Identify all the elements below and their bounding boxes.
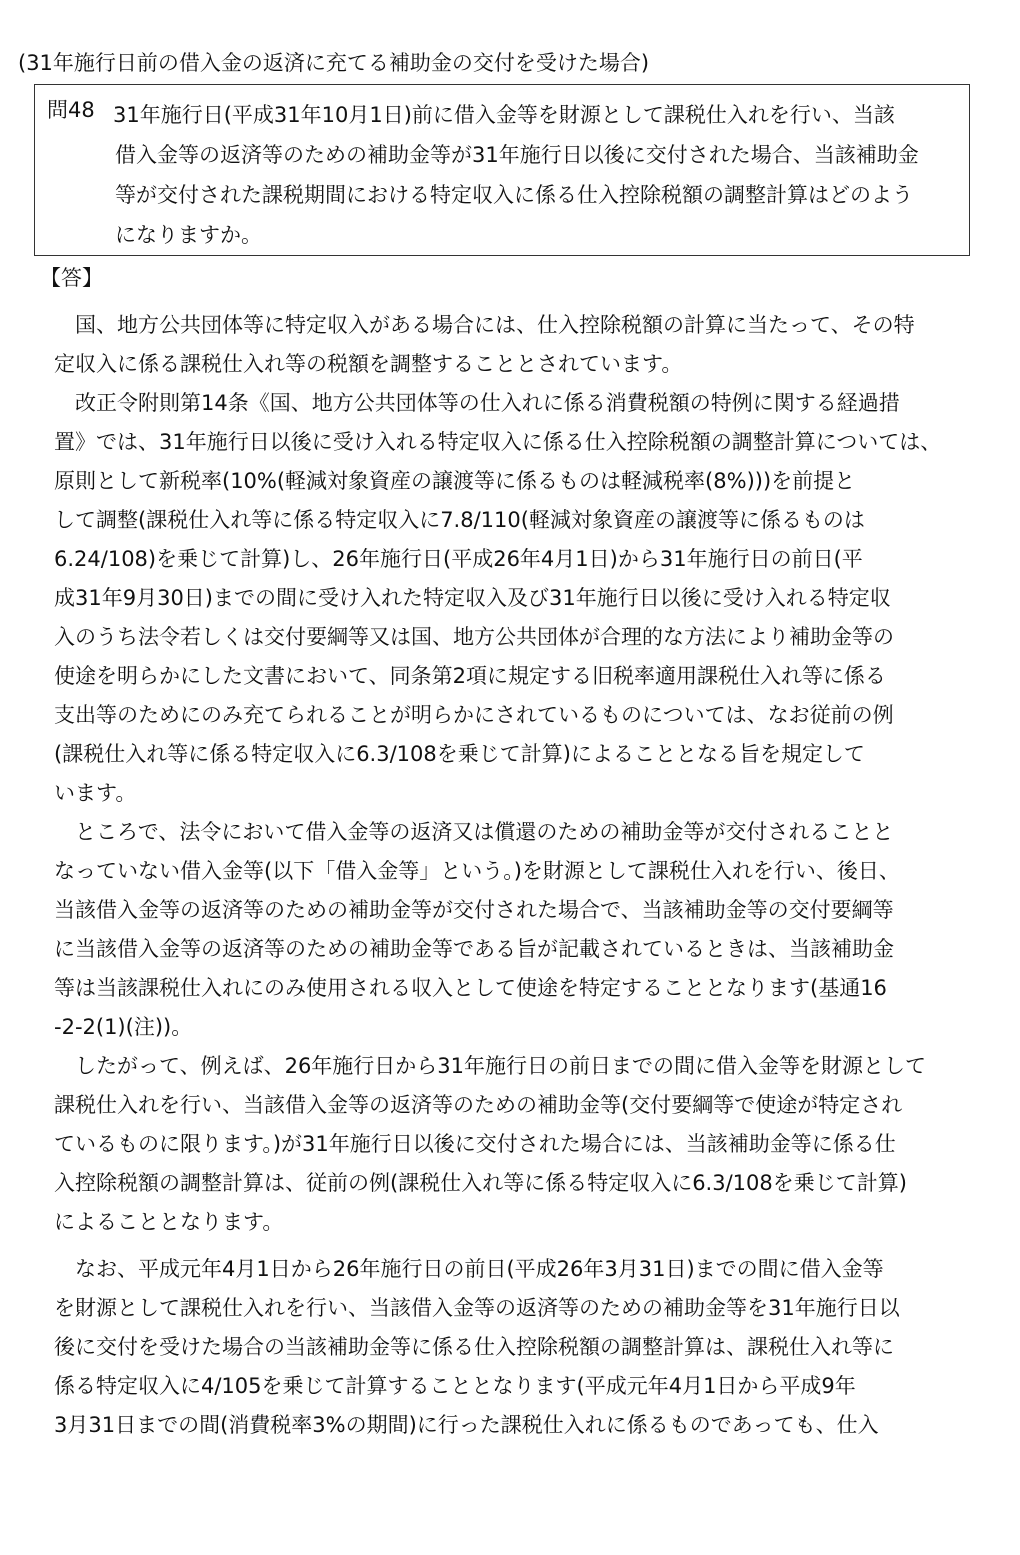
section-heading: (31年施行日前の借入金の返済に充てる補助金の交付を受けた場合) [18, 51, 650, 75]
answer-label: 【答】 [40, 266, 103, 290]
question-text [115, 95, 965, 255]
text-line: 使途を明らかにした文書において、同条第2項に規定する旧税率適用課税仕入れ等に係る [54, 664, 886, 688]
text-line: 6.24/108)を乗じて計算)し、26年施行日(平成26年4月1日)から31年施行日の前日(平 [54, 547, 863, 571]
text-line: 入控除税額の調整計算は、従前の例(課税仕入れ等に係る特定収入に6.3/108を乗じて計算) [54, 1171, 907, 1195]
text-line: して調整(課税仕入れ等に係る特定収入に7.8/110(軽減対象資産の譲渡等に係るものは [54, 508, 865, 532]
text-line: 国、地方公共団体等に特定収入がある場合には、仕入控除税額の計算に当たって、その特 [75, 313, 915, 337]
text-line: によることとなります。 [54, 1210, 284, 1234]
text-line: なお、平成元年4月1日から26年施行日の前日(平成26年3月31日)までの間に借入金等 [75, 1257, 884, 1281]
text-line: を財源として課税仕入れを行い、当該借入金等の返済等のための補助金等を31年施行日以 [54, 1296, 900, 1320]
text-line: 3月31日までの間(消費税率3%の期間)に行った課税仕入れに係るものであっても、仕入 [54, 1413, 879, 1437]
text-line: ているものに限ります。)が31年施行日以後に交付された場合には、当該補助金等に係る仕 [54, 1132, 896, 1156]
question-line: 等が交付された課税期間における特定収入に係る仕入控除税額の調整計算はどのよう [115, 183, 913, 207]
text-line: (課税仕入れ等に係る特定収入に6.3/108を乗じて計算)によることとなる旨を規定して [54, 742, 865, 766]
text-line: ところで、法令において借入金等の返済又は償還のための補助金等が交付されることと [75, 820, 894, 844]
question-line: になりますか。 [115, 223, 262, 247]
text-line: 成31年9月30日)までの間に受け入れた特定収入及び31年施行日以後に受け入れる特定収 [54, 586, 891, 610]
text-line: 入のうち法令若しくは交付要綱等又は国、地方公共団体が合理的な方法により補助金等の [54, 625, 894, 649]
answer-body [54, 306, 974, 1445]
text-line: 係る特定収入に4/105を乗じて計算することとなります(平成元年4月1日から平成9年 [54, 1374, 856, 1398]
text-line: 等は当該課税仕入れにのみ使用される収入として使途を特定することとなります(基通16 [54, 976, 887, 1000]
paragraph-4 [54, 1047, 974, 1242]
text-line: なっていない借入金等(以下「借入金等」という。)を財源として課税仕入れを行い、後日、 [54, 859, 900, 883]
question-line: 31年施行日(平成31年10月1日)前に借入金等を財源として課税仕入れを行い、当該 [113, 103, 895, 127]
text-line: に当該借入金等の返済等のための補助金等である旨が記載されているときは、当該補助金 [54, 937, 894, 961]
question-line: 借入金等の返済等のための補助金等が31年施行日以後に交付された場合、当該補助金 [115, 143, 919, 167]
text-line: 原則として新税率(10%(軽減対象資産の譲渡等に係るものは軽減税率(8%)))を前提と [54, 469, 856, 493]
text-line: 改正令附則第14条《国、地方公共団体等の仕入れに係る消費税額の特例に関する経過措 [75, 391, 900, 415]
question-number: 問48 [47, 98, 95, 122]
paragraph-2 [54, 384, 974, 813]
text-line: 課税仕入れを行い、当該借入金等の返済等のための補助金等(交付要綱等で使途が特定され [54, 1093, 903, 1117]
question-box [34, 84, 970, 256]
text-line: 置》では、31年施行日以後に受け入れる特定収入に係る仕入控除税額の調整計算については、 [54, 430, 942, 454]
text-line: 当該借入金等の返済等のための補助金等が交付された場合で、当該補助金等の交付要綱等 [54, 898, 894, 922]
paragraph-1 [54, 306, 974, 384]
paragraph-3 [54, 813, 974, 1047]
text-line: 支出等のためにのみ充てられることが明らかにされているものについては、なお従前の例 [54, 703, 894, 727]
text-line: います。 [54, 781, 137, 805]
text-line: 後に交付を受けた場合の当該補助金等に係る仕入控除税額の調整計算は、課税仕入れ等に [54, 1335, 894, 1359]
text-line: したがって、例えば、26年施行日から31年施行日の前日までの間に借入金等を財源として [75, 1054, 927, 1078]
paragraph-5 [54, 1250, 974, 1445]
text-line: 定収入に係る課税仕入れ等の税額を調整することとされています。 [54, 352, 683, 376]
text-line: -2-2(1)(注))。 [54, 1015, 193, 1039]
